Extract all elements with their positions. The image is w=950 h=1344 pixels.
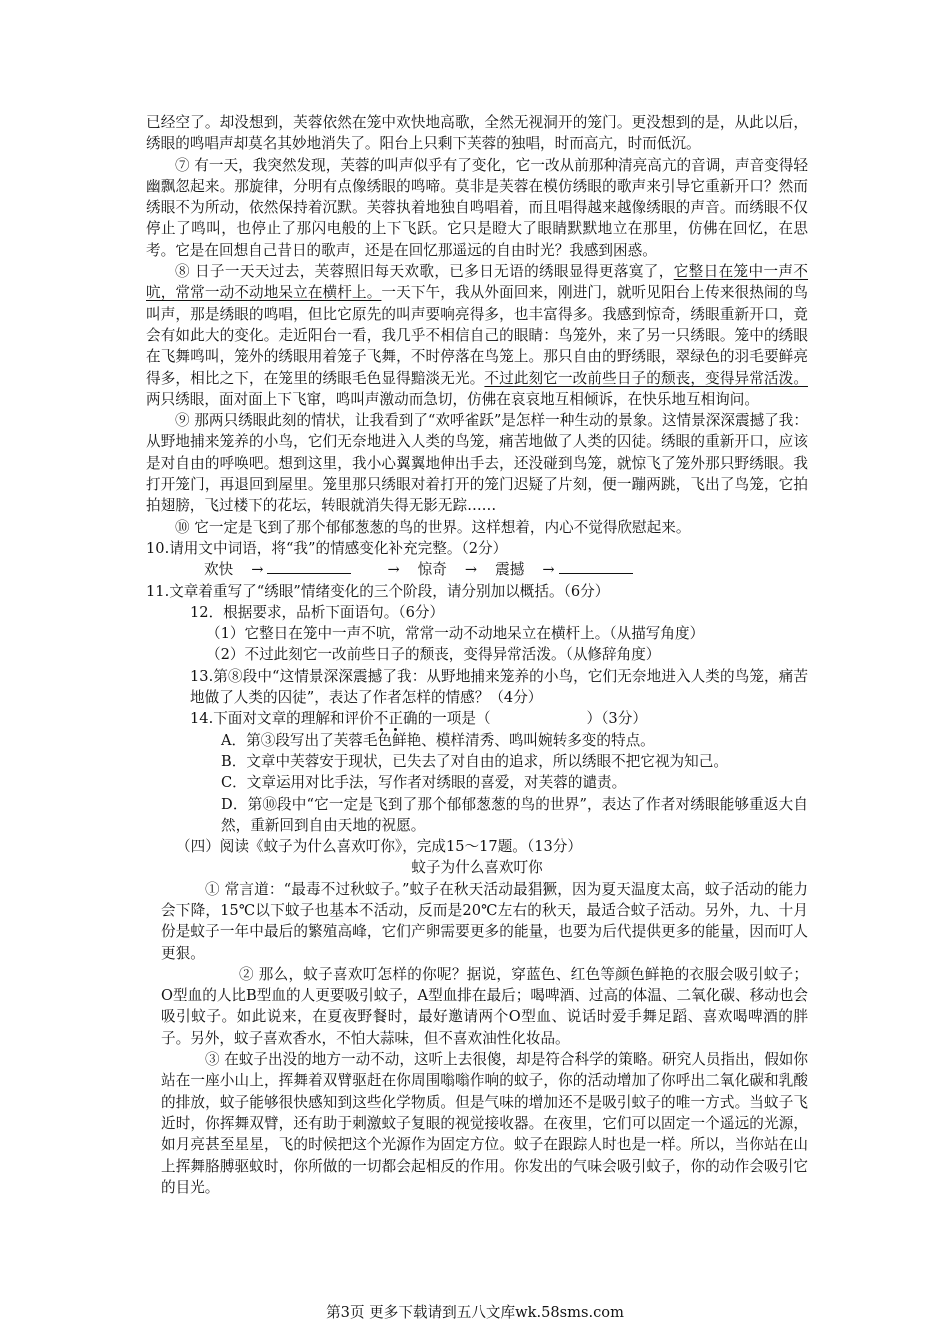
paragraph-7: ⑦ 有一天，我突然发现，芙蓉的叫声似乎有了变化，它一改从前那种清亮高亢的音调，声音变得轻幽飘忽起来。那旋律，分明有点像绣眼的鸣啼。莫非是芙蓉在模仿绣眼的歌声来引导它重新开口？然而绣眼不为所动，依然保持着沉默。芙蓉执着地独自鸣唱着，而且唱得越来越像绣眼的声音。而绣眼不仅停止了鸣叫，也停止了那闪电般的上下飞跃。它只是瞪大了眼睛默默地立在那里，仿佛在回忆，在思考。它是在回想自己昔日的歌声，还是在回忆那遥远的自由时光？我感到困惑。 [146, 156, 808, 259]
section-4-heading: （四）阅读《蚊子为什么喜欢叮你》，完成15～17题。（13分） [176, 838, 582, 856]
emphasis-dot-char-2: 正 [388, 710, 403, 728]
chain-word-3: 震撼 [495, 561, 525, 579]
p8-text-b: 一天下午，我从外面回来，刚进门，就听见阳台上传来很热闹的鸟叫声，那是绣眼的鸣唱，但比它原先的叫声要响亮得多，也丰富得多。我感到惊奇，绣眼重新开口，竟会有如此大的变化。走近阳台一看，我几乎不相信自己的眼睛：鸟笼外，来了另一只绣眼。笼中的绣眼在飞舞鸣叫，笼外的绣眼用着笼子飞舞，不时停落在鸟笼上。那只自由的野绣眼，翠绿色的羽毛要鲜亮得多，相比之下，在笼里的绣眼毛色显得黯淡无光。 [146, 284, 808, 387]
page-body [146, 112, 808, 1198]
question-12-item-1: （1）它整日在笼中一声不吭，常常一动不动地呆立在横杆上。（从描写角度） [206, 625, 705, 643]
p8-text-a: ⑧ 日子一天天过去，芙蓉照旧每天欢歌，已多日无语的绣眼显得更落寞了， [175, 263, 674, 281]
answer-blank-2[interactable] [559, 559, 633, 574]
chain-arrow-2: → [387, 561, 400, 579]
chain-word-1: 欢快 [204, 561, 234, 579]
question-12: 12．根据要求，品析下面语句。（6分） [190, 603, 445, 621]
article-paragraph-1: ① 常言道：“最毒不过秋蚊子。”蚊子在秋天活动最猖獗，因为夏天温度太高，蚊子活动的能力会下降，15℃以下蚊子也基本不活动，反而是20℃左右的秋天，最适合蚊子活动。另外，九、十月份是蚊子一年中最后的繁殖高峰，它们产卵需要更多的能量，也要为后代提供更多的能量，因而叮人更狠。 [161, 880, 808, 962]
question-13: 13.第⑧段中“这情景深深震撼了我：从野地捕来笼养的小鸟，它们无奈地进入人类的鸟笼，痛苦地做了人类的囚徒”，表达了作者怎样的情感？（4分） [190, 667, 808, 707]
article-paragraph-3: ③ 在蚊子出没的地方一动不动，这听上去很傻，却是符合科学的策略。研究人员指出，假如你站在一座小山上，挥舞着双臂驱赶在你周围嗡嗡作响的蚊子，你的活动增加了你呼出二氧化碳和乳酸的排放，蚊子能够很快感知到这些化学物质。但是气味的增加还不是吸引蚊子的唯一方式。当蚊子飞近时，你挥舞双臂，还有助于刺激蚊子复眼的视觉接收器。在夜里，它们可以固定一个遥远的光源，如月亮甚至星星，飞的时候把这个光源作为固定方位。蚊子在跟踪人时也是一样。所以，当你站在山上挥舞胳膊驱蚊时，你所做的一切都会起相反的作用。你发出的气味会吸引蚊子，你的动作会吸引它的目光。 [161, 1051, 808, 1196]
chain-arrow-4: → [542, 561, 555, 579]
question-11: 11.文章着重写了“绣眼”情绪变化的三个阶段，请分别加以概括。（6分） [146, 582, 610, 600]
question-14: 14.下面对文章的理解和评价不正确的一项是（ ）（3分） [190, 710, 647, 728]
paragraph-6-end: 已经空了。却没想到，芙蓉依然在笼中欢快地高歌，全然无视洞开的笼门。更没想到的是，从此以后，绣眼的鸣唱声却莫名其妙地消失了。阳台上只剩下芙蓉的独唱，时而高亢，时而低沉。 [146, 114, 808, 153]
p8-underline-2: 不过此刻它一改前些日子的颓丧，变得异常活泼。 [484, 369, 808, 387]
option-d: D．第⑩段中“它一定是飞到了那个郁郁葱葱的鸟的世界”，表达了作者对绣眼能够重返大自然，重新回到自由天地的祝愿。 [221, 795, 808, 834]
p8-text-c: 两只绣眼，面对面上下飞窜，鸣叫声激动而急切，仿佛在哀哀地互相倾诉，在快乐地互相询问。 [146, 390, 759, 408]
p8-underline-1: 它整日在笼中一声不吭，常常一动不动地呆立在横杆上。 [146, 263, 808, 302]
chain-word-2: 惊奇 [417, 561, 447, 579]
paragraph-8 [146, 261, 808, 410]
question-10: 10.请用文中词语，将“我”的情感变化补充完整。（2分） [146, 539, 508, 557]
page-footer: 第3页 更多下载请到五八文库wk.58sms.com [326, 1304, 624, 1321]
chain-arrow-1: → [251, 561, 264, 579]
emotion-chain [146, 559, 808, 580]
answer-blank-1[interactable] [267, 559, 351, 574]
option-b: B．文章中芙蓉安于现状，已失去了对自由的追求，所以绣眼不把它视为知己。 [221, 752, 728, 770]
question-12-item-2: （2）不过此刻它一改前些日子的颓丧，变得异常活泼。（从修辞角度） [206, 646, 661, 664]
emphasis-dot-char-1: 不 [373, 710, 389, 728]
option-c: C．文章运用对比手法，写作者对绣眼的喜爱，对芙蓉的谴责。 [221, 774, 627, 792]
paragraph-10: ⑩ 它一定是飞到了那个郁郁葱葱的鸟的世界。这样想着，内心不觉得欣慰起来。 [175, 518, 691, 536]
chain-arrow-3: → [464, 561, 478, 579]
article-paragraph-2: ② 那么，蚊子喜欢叮怎样的你呢？据说，穿蓝色、红色等颜色鲜艳的衣服会吸引蚊子；O型血的人比B型血的人更要吸引蚊子，A型血排在最后；喝啤酒、过高的体温、二氧化碳、移动也会吸引蚊子。如此说来，在夏夜野餐时，最好邀请两个O型血、说话时爱手舞足蹈、喜欢喝啤酒的胖子。另外，蚊子喜欢香水，不怕大蒜味，但不喜欢油性化妆品。 [161, 965, 808, 1047]
option-a: A．第③段写出了芙蓉毛色鲜艳、模样清秀、鸣叫婉转多变的特点。 [221, 731, 655, 749]
paragraph-9: ⑨ 那两只绣眼此刻的情状，让我看到了“欢呼雀跃”是怎样一种生动的景象。这情景深深震撼了我：从野地捕来笼养的小鸟，它们无奈地进入人类的鸟笼，痛苦地做了人类的囚徒。绣眼的重新开口，应该是对自由的呼唤吧。想到这里，我小心翼翼地伸出手去，还没碰到鸟笼，就惊飞了笼外那只野绣眼。我打开笼门，再退回到屋里。笼里那只绣眼对着打开的笼门迟疑了片刻，便一蹦两跳，飞出了鸟笼，它拍拍翅膀，飞过楼下的花坛，转眼就消失得无影无踪…… [146, 412, 808, 515]
article-title: 蚊子为什么喜欢叮你 [411, 859, 543, 877]
